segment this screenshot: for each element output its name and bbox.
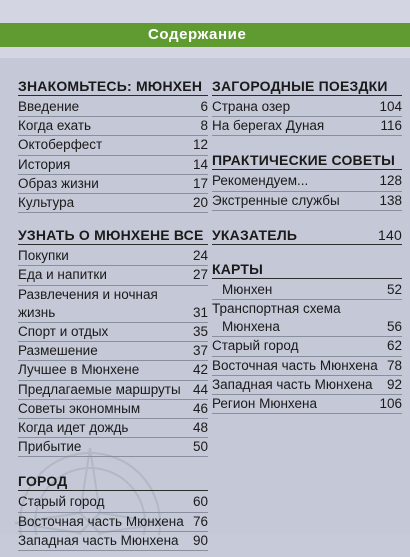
toc-entry[interactable] [18, 419, 208, 438]
entry-page: 56 [386, 319, 402, 335]
entry-label: Развлечения и ночная [18, 286, 158, 302]
toc-entry[interactable] [18, 400, 208, 419]
entry-label: Прибытие [18, 439, 82, 455]
entry-label: Западная часть Мюнхена [18, 532, 179, 548]
entry-label: Образ жизни [18, 175, 99, 191]
toc-entry[interactable] [18, 247, 208, 266]
entry-page: 35 [192, 324, 208, 340]
entry-label: жизнь [18, 304, 56, 320]
entry-label: Восточная часть Мюнхена [18, 513, 184, 529]
entry-page: 37 [192, 343, 208, 359]
entry-page: 60 [192, 494, 208, 510]
entry-label: Введение [18, 99, 80, 114]
toc-left-column [18, 78, 208, 557]
entry-page: 50 [192, 439, 208, 455]
section-title: ЗАГОРОДНЫЕ ПОЕЗДКИ [212, 78, 402, 96]
toc-entry[interactable] [18, 304, 208, 323]
entry-label: Восточная часть Мюнхена [212, 357, 378, 373]
toc-entry[interactable] [18, 381, 208, 400]
toc-entry[interactable] [212, 300, 402, 318]
toc-entry[interactable] [18, 286, 208, 304]
toc-section [212, 78, 402, 136]
entry-label: Когда ехать [18, 118, 92, 134]
toc-entry[interactable] [18, 266, 208, 285]
index-page: 140 [378, 226, 402, 243]
entry-label: Октоберфест [18, 137, 103, 153]
toc-entry[interactable] [18, 136, 208, 155]
toc-entry[interactable] [18, 513, 208, 532]
entry-page: 92 [386, 376, 402, 392]
section-title [212, 227, 402, 245]
entry-page: 90 [192, 532, 208, 548]
entry-label: Транспортная схема [212, 301, 341, 317]
entry-label: Экстренные службы [212, 192, 340, 208]
toc-entry[interactable] [212, 172, 402, 191]
toc-entry[interactable] [18, 175, 208, 194]
entry-page: 8 [200, 118, 208, 134]
entry-label: Спорт и отдых [18, 324, 109, 340]
entry-label: Культура [18, 195, 75, 211]
entry-page: 128 [379, 173, 402, 189]
entry-page: 52 [386, 281, 402, 297]
toc-right-column [212, 78, 402, 420]
entry-page: 6 [200, 99, 208, 114]
entry-label: Регион Мюнхена [212, 396, 317, 412]
entry-page: 76 [192, 513, 208, 529]
toc-entry[interactable] [212, 281, 402, 300]
page-title: Содержание [148, 26, 247, 43]
section-title: ПРАКТИЧЕСКИЕ СОВЕТЫ [212, 152, 402, 170]
toc-entry[interactable] [18, 156, 208, 175]
entry-label: Рекомендуем... [212, 173, 309, 189]
toc-section [18, 473, 208, 551]
entry-page: 78 [386, 357, 402, 373]
entry-page: 42 [192, 362, 208, 378]
toc-entry[interactable] [212, 357, 402, 376]
entry-page: 116 [380, 118, 402, 134]
toc-entry[interactable] [18, 438, 208, 457]
entry-page: 14 [192, 156, 208, 172]
entry-label: Советы экономным [18, 400, 141, 416]
header-bar [0, 23, 410, 47]
entry-label: История [18, 156, 71, 172]
entry-page: 27 [192, 267, 208, 283]
entry-page: 31 [192, 304, 208, 320]
toc-entry[interactable] [18, 493, 208, 512]
section-title: УЗНАТЬ О МЮНХЕНЕ ВСЕ [18, 227, 208, 245]
toc-section[interactable] [212, 227, 402, 245]
entry-page: 46 [192, 400, 208, 416]
entry-page: 104 [379, 99, 402, 114]
toc-entry[interactable] [212, 117, 402, 136]
toc-section [18, 227, 208, 457]
entry-label: Мюнхен [222, 281, 273, 297]
index-title: УКАЗАТЕЛЬ [212, 226, 298, 243]
section-title: ГОРОД [18, 473, 208, 491]
entry-page: 138 [379, 192, 402, 208]
entry-page: 48 [192, 420, 208, 436]
section-title: КАРТЫ [212, 261, 402, 279]
toc-entry[interactable] [18, 194, 208, 213]
toc-entry[interactable] [18, 98, 208, 117]
entry-page: 24 [192, 248, 208, 264]
toc-section [212, 261, 402, 414]
section-title: ЗНАКОМЬТЕСЬ: МЮНХЕН [18, 78, 208, 96]
entry-label: Западная часть Мюнхена [212, 376, 373, 392]
toc-entry[interactable] [18, 361, 208, 380]
toc-entry[interactable] [212, 395, 402, 414]
entry-page: 12 [192, 137, 208, 153]
entry-label: На берегах Дуная [212, 118, 325, 134]
entry-page: 106 [379, 396, 402, 412]
entry-label: Лучшее в Мюнхене [18, 362, 140, 378]
entry-label: Еда и напитки [18, 267, 107, 283]
toc-entry[interactable] [18, 342, 208, 361]
entry-label: Старый город [18, 494, 105, 510]
toc-entry[interactable] [18, 323, 208, 342]
entry-label: Мюнхена [222, 319, 280, 335]
entry-label: Страна озер [212, 99, 291, 114]
toc-section [212, 152, 402, 210]
toc-entry[interactable] [212, 318, 402, 337]
toc-entry[interactable] [212, 376, 402, 395]
entry-label: Когда идет дождь [18, 420, 129, 436]
toc-entry[interactable] [212, 192, 402, 211]
entry-label: Предлагаемые маршруты [18, 381, 181, 397]
entry-label: Размешение [18, 343, 98, 359]
toc-entry[interactable] [212, 98, 402, 117]
entry-page: 62 [386, 338, 402, 354]
entry-page: 17 [192, 175, 208, 191]
toc-section [18, 78, 208, 213]
toc-entry[interactable] [212, 337, 402, 356]
entry-page: 20 [192, 195, 208, 211]
entry-label: Покупки [18, 248, 69, 264]
entry-label: Старый город [212, 338, 299, 354]
toc-entry[interactable] [18, 117, 208, 136]
entry-page: 44 [192, 381, 208, 397]
